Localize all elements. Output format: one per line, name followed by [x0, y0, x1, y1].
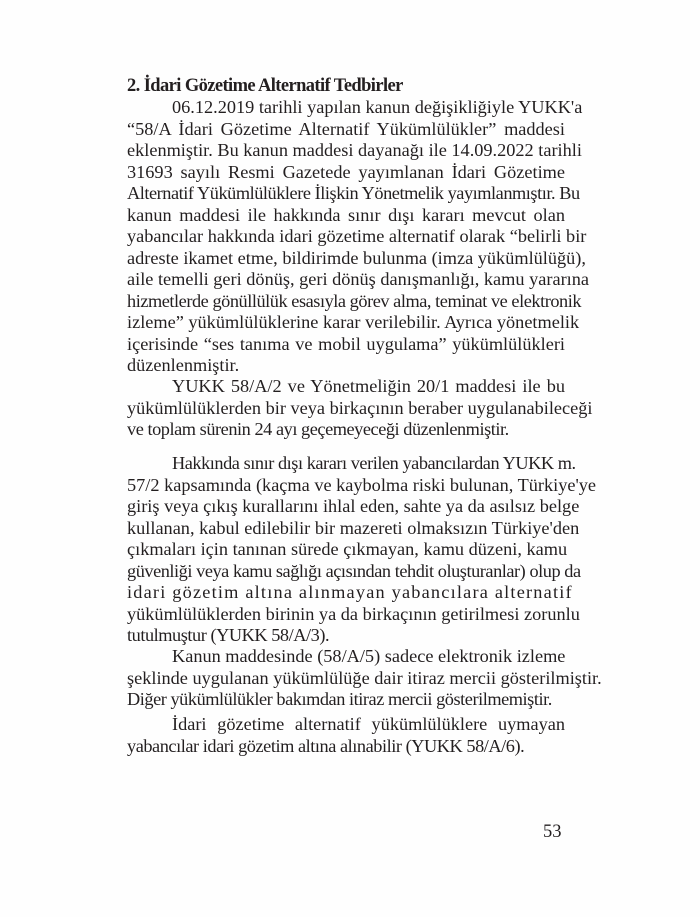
text-line: Diğer yükümlülükler bakımdan itiraz mercii gösterilmemiştir. — [127, 689, 552, 709]
text-line: adreste ikamet etme, bildirimde bulunma (imza yükümlülüğü), — [127, 247, 586, 268]
section-heading: 2. İdari Gözetime Alternatif Tedbirler — [127, 76, 403, 96]
text-line: kanun maddesi ile hakkında sınır dışı kararı mevcut olan — [127, 204, 565, 225]
text-line: kullanan, kabul edilebilir bir mazereti olmaksızın Türkiye'den — [127, 517, 580, 538]
text-line: yabancılar hakkında idari gözetime alternatif olarak “belirli bir — [127, 226, 587, 246]
paragraph-2 — [127, 376, 593, 441]
text-line: yabancılar idari gözetim altına alınabilir (YUKK 58/A/6). — [127, 735, 525, 756]
text-line: Alternatif Yükümlülüklere İlişkin Yönetmelik yayımlanmıştır. Bu — [127, 183, 580, 203]
text-line: tutulmuştur (YUKK 58/A/3). — [127, 625, 330, 645]
text-line: giriş veya çıkış kurallarını ihlal eden, sahte ya da asılsız belge — [127, 496, 580, 516]
text-line: izleme” yükümlülüklerine karar verilebilir. Ayrıca yönetmelik — [127, 312, 580, 332]
text-line: yükümlülüklerden birinin ya da birkaçının getirilmesi zorunlu — [127, 603, 580, 624]
text-line: İdari gözetime alternatif yükümlülüklere uymayan — [172, 714, 565, 734]
text-line: “58/A İdari Gözetime Alternatif Yükümlülükler” maddesi — [127, 118, 565, 139]
text-line: hizmetlerde gönüllülük esasıyla görev alma, teminat ve elektronik — [127, 290, 582, 311]
paragraph-5 — [127, 714, 565, 757]
paragraph-1 — [127, 97, 589, 377]
text-line: eklenmiştir. Bu kanun maddesi dayanağı ile 14.09.2022 tarihli — [127, 140, 582, 160]
text-line: şeklinde uygulanan yükümlülüğe dair itiraz mercii gösterilmiştir. — [127, 667, 602, 688]
text-line: aile temelli geri dönüş, geri dönüş danışmanlığı, kamu yararına — [127, 269, 589, 289]
text-line: düzenlenmiştir. — [127, 355, 240, 375]
page-number: 53 — [543, 822, 562, 842]
text-line: ve toplam sürenin 24 ayı geçemeyeceği düzenlenmiştir. — [127, 419, 509, 439]
text-line: Kanun maddesinde (58/A/5) sadece elektronik izleme — [172, 646, 566, 666]
text-line: yükümlülüklerden bir veya birkaçının beraber uygulanabileceği — [127, 397, 593, 418]
text-line: idari gözetim altına alınmayan yabancılara alternatif — [127, 582, 573, 602]
text-line: 06.12.2019 tarihli yapılan kanun değişikliğiyle YUKK'a — [172, 97, 583, 117]
paragraph-4 — [127, 646, 602, 711]
text-line: Hakkında sınır dışı kararı verilen yabancılardan YUKK m. — [172, 453, 576, 473]
paragraph-3 — [127, 453, 597, 647]
text-line: 31693 sayılı Resmi Gazetede yayımlanan İdari Gözetime — [127, 161, 565, 182]
text-line: YUKK 58/A/2 ve Yönetmeliğin 20/1 maddesi ile bu — [172, 376, 565, 396]
text-line: çıkmaları için tanınan sürede çıkmayan, kamu düzeni, kamu — [127, 539, 568, 559]
text-line: 57/2 kapsamında (kaçma ve kaybolma riski bulunan, Türkiye'ye — [127, 474, 597, 495]
text-line: güvenliği veya kamu sağlığı açısından tehdit oluşturanlar) olup da — [127, 560, 581, 581]
text-line: içerisinde “ses tanıma ve mobil uygulama” yükümlülükleri — [127, 333, 565, 354]
